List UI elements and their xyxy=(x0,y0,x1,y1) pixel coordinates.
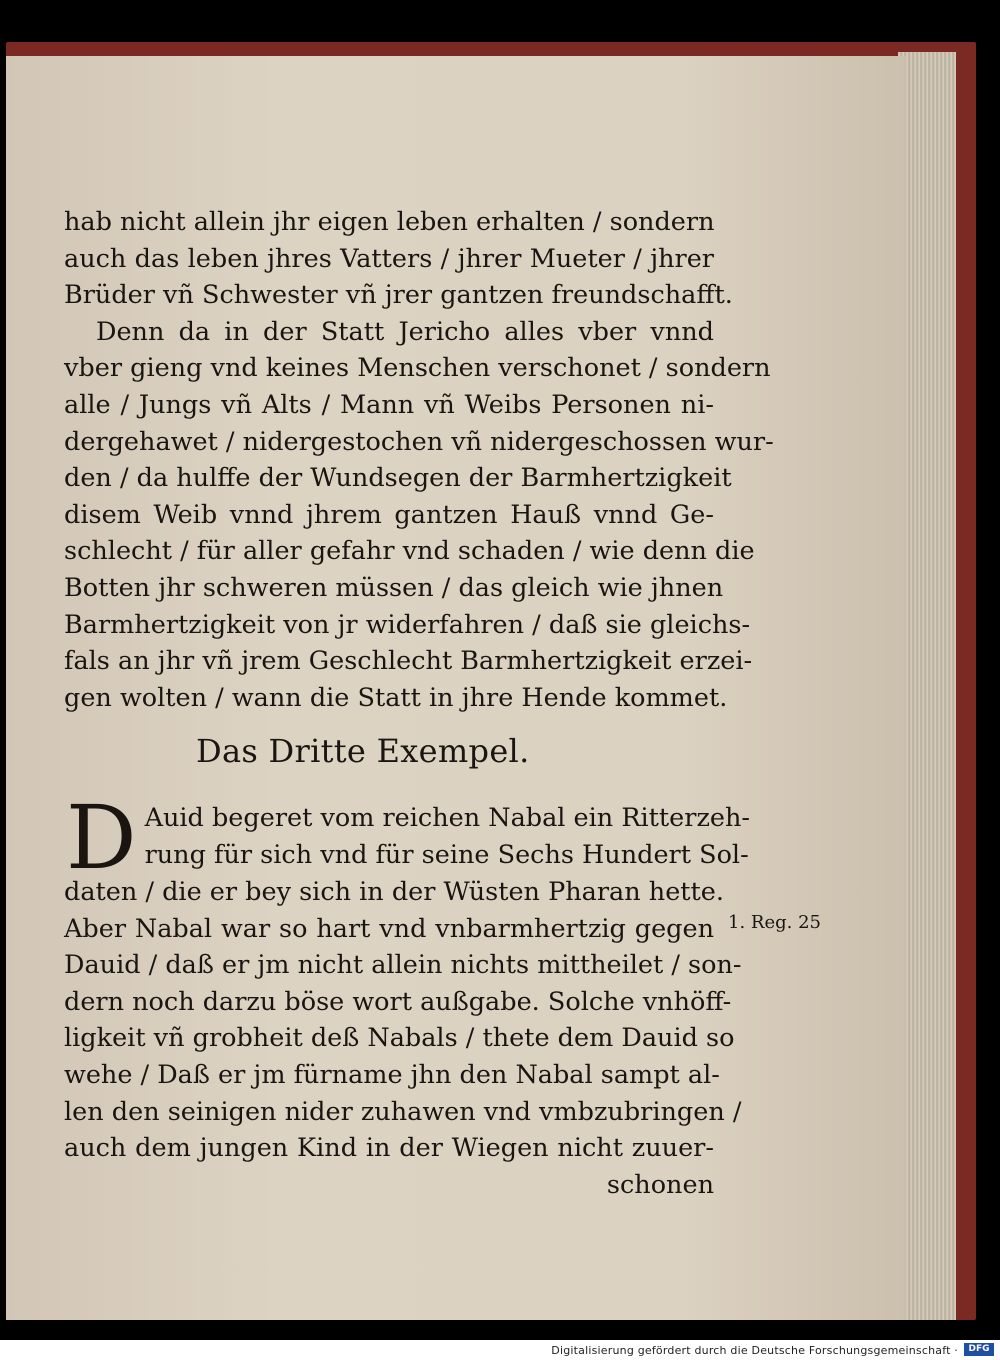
text-line: auch das leben jhres Vatters / jhrer Mueter / jhrer xyxy=(64,243,714,274)
text-line: Dauid / daß er jm nicht allein nichts mittheilet / son- xyxy=(64,950,742,981)
text-line: Aber Nabal war so hart vnd vnbarmhertzig gegen xyxy=(64,913,714,944)
text-line: dergehawet / nidergestochen vñ nidergeschossen wur- xyxy=(64,426,774,457)
text-line: Denn da in der Statt Jericho alles vber vnnd xyxy=(96,316,714,347)
paragraph-block-2 xyxy=(64,786,751,1203)
book-page xyxy=(6,56,906,1320)
text-line: Auid begeret vom reichen Nabal ein Ritterzeh- xyxy=(144,803,751,833)
page-edges xyxy=(898,52,956,1320)
text-line: disem Weib vnnd jhrem gantzen Hauß vnnd Ge- xyxy=(64,499,714,530)
text-line: len den seinigen nider zuhawen vnd vmbzubringen / xyxy=(64,1096,742,1127)
text-line: vber gieng vnd keines Menschen verschonet / sondern xyxy=(64,353,771,384)
paragraph-block-1 xyxy=(64,204,774,716)
margin-note: 1. Reg. 25 xyxy=(728,912,821,933)
text-line: Botten jhr schweren müssen / das gleich wie jhnen xyxy=(64,572,724,603)
text-line: wehe / Daß er jm fürname jhn den Nabal sampt al- xyxy=(64,1059,720,1090)
text-line: fals an jhr vñ jrem Geschlecht Barmhertzigkeit erzei- xyxy=(64,646,753,677)
catchword: schonen xyxy=(606,1169,714,1200)
text-line: auch dem jungen Kind in der Wiegen nicht zuuer- xyxy=(64,1133,714,1164)
text-line: Barmhertzigkeit von jr widerfahren / daß sie gleichs- xyxy=(64,609,751,640)
text-line: hab nicht allein jhr eigen leben erhalten / sondern xyxy=(64,207,715,237)
footer-credit: Digitalisierung gefördert durch die Deutsche Forschungsgemeinschaft · xyxy=(551,1344,958,1357)
digitization-footer xyxy=(0,1340,1000,1360)
section-heading: Das Dritte Exempel. xyxy=(196,732,530,770)
text-line: den / da hulffe der Wundsegen der Barmhertzigkeit xyxy=(64,463,732,494)
text-line: daten / die er bey sich in der Wüsten Pharan hette. xyxy=(64,877,724,907)
text-line: ligkeit vñ grobheit deß Nabals / thete dem Dauid so xyxy=(64,1023,735,1054)
text-line: gen wolten / wann die Statt in jhre Hende kommet. xyxy=(64,682,728,713)
text-line: Brüder vñ Schwester vñ jrer gantzen freundschafft. xyxy=(64,280,733,311)
text-line: alle / Jungs vñ Alts / Mann vñ Weibs Personen ni- xyxy=(64,389,714,420)
text-line: dern noch darzu böse wort außgabe. Solche vnhöff- xyxy=(64,986,732,1017)
dfg-logo-icon: DFG xyxy=(964,1343,994,1356)
text-line: rung für sich vnd für seine Sechs Hundert Sol- xyxy=(144,839,749,870)
text-line: schlecht / für aller gefahr vnd schaden / wie denn die xyxy=(64,536,755,567)
drop-cap: D xyxy=(66,786,137,889)
